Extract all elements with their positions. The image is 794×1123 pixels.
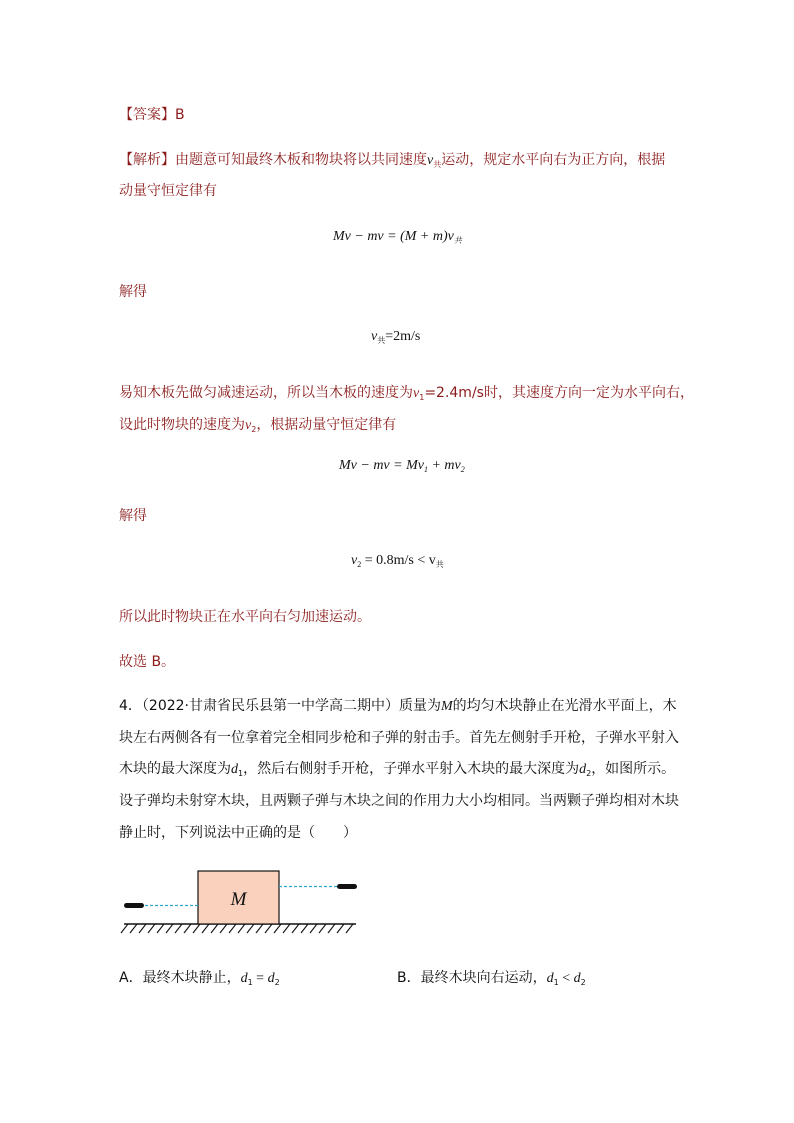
left-bullet bbox=[124, 903, 144, 908]
para2-text-b: 时，其速度方向一定为水平向右， bbox=[483, 385, 694, 401]
equation-2-rhs: =2m/s bbox=[385, 329, 421, 344]
q4-mass-symbol: M bbox=[441, 699, 453, 714]
option-a-d2-sub: 2 bbox=[274, 978, 280, 987]
para2-text-d: ，根据动量守恒定律有 bbox=[256, 417, 397, 433]
q4-line-4: 设子弹均未射穿木块，且两颗子弹与木块之间的作用力大小均相同。当两颗子弹均相对木块 bbox=[119, 793, 679, 809]
q4-line-2: 块左右两侧各有一位拿着完全相同步枪和子弹的射击手。首先左侧射手开枪，子弹水平射入 bbox=[119, 730, 679, 746]
equation-4-mid: = 0.8m/s < v bbox=[361, 553, 436, 568]
q4-prefix: 4．（2022·甘肃省民乐县第一中学高二期中）质量为 bbox=[119, 698, 441, 714]
solve-label-1: 解得 bbox=[119, 284, 147, 300]
analysis-text-2: 运动，规定水平向右为正方向，根据 bbox=[441, 152, 666, 168]
q4-line-3 bbox=[119, 758, 675, 778]
option-b[interactable] bbox=[397, 967, 586, 987]
option-b-d2: d bbox=[573, 971, 581, 986]
q4-line3-b: ，然后右侧射手开枪，子弹水平射入木块的最大深度为 bbox=[243, 761, 580, 777]
equation-4-sub2: 共 bbox=[435, 560, 444, 569]
v1-sub: 1 bbox=[419, 393, 425, 402]
v2-sub: 2 bbox=[251, 425, 257, 434]
para2-line-2 bbox=[119, 414, 396, 434]
analysis-text: 由题意可知最终木板和物块将以共同速度 bbox=[175, 152, 427, 168]
equation-1 bbox=[333, 229, 462, 246]
equation-2-sub: 共 bbox=[377, 336, 386, 345]
para2-line-1 bbox=[119, 382, 694, 402]
q4-d2: d bbox=[579, 762, 587, 777]
equation-3-text: Mv − mv = Mv bbox=[339, 458, 424, 473]
equation-3-sub1: 1 bbox=[423, 465, 428, 474]
analysis-line-1 bbox=[119, 149, 665, 170]
equation-4-v: v bbox=[351, 553, 358, 568]
v1-value: =2.4m/s bbox=[424, 385, 484, 401]
para2-text-a: 易知木板先做匀减速运动，所以当木板的速度为 bbox=[119, 385, 413, 401]
option-a-text: A．最终木块静止， bbox=[119, 970, 241, 986]
v-symbol: v bbox=[427, 153, 434, 168]
option-b-text: B．最终木块向右运动， bbox=[397, 970, 547, 986]
equation-3 bbox=[339, 458, 465, 474]
equation-1-text: Mv − mv = (M + m)v bbox=[333, 229, 454, 244]
option-b-d1-sub: 1 bbox=[553, 978, 559, 987]
v-sub: 共 bbox=[433, 160, 442, 169]
analysis-tag: 【解析】 bbox=[119, 152, 175, 168]
analysis-line-2: 动量守恒定律有 bbox=[119, 183, 217, 199]
equation-3-sub2: 2 bbox=[460, 465, 465, 474]
conclusion: 所以此时物块正在水平向右匀加速运动。 bbox=[119, 609, 371, 625]
equation-2-v: v bbox=[371, 329, 378, 344]
q4-d2-sub: 2 bbox=[586, 769, 592, 778]
equation-2 bbox=[371, 329, 420, 346]
block-bullet-figure bbox=[118, 866, 363, 940]
right-bullet bbox=[337, 884, 357, 889]
ground-hatching bbox=[121, 924, 353, 933]
q4-line-1 bbox=[119, 695, 677, 715]
option-b-operator: < bbox=[558, 971, 574, 986]
para2-text-c: 设此时物块的速度为 bbox=[119, 417, 245, 433]
block-label: M bbox=[230, 889, 247, 910]
answer-value: B bbox=[175, 107, 185, 123]
q4-d1: d bbox=[231, 762, 238, 777]
q4-line1-b: 的均匀木块静止在光滑水平面上，木 bbox=[452, 698, 677, 714]
option-a-operator: = bbox=[252, 971, 268, 986]
solve-label-2: 解得 bbox=[119, 508, 147, 524]
option-b-d2-sub: 2 bbox=[580, 978, 586, 987]
equation-1-sub: 共 bbox=[453, 236, 462, 245]
q4-line-5: 静止时，下列说法中正确的是（ ） bbox=[119, 825, 357, 841]
q4-d1-sub: 1 bbox=[238, 769, 244, 778]
v1-symbol: v bbox=[413, 386, 420, 401]
v2-symbol: v bbox=[245, 418, 252, 433]
q4-line3-c: ，如图所示。 bbox=[591, 761, 676, 777]
equation-4 bbox=[351, 553, 444, 570]
q4-line3-a: 木块的最大深度为 bbox=[119, 761, 231, 777]
option-b-d1: d bbox=[546, 971, 554, 986]
equation-4-sub: 2 bbox=[357, 560, 362, 569]
option-a-d1: d bbox=[240, 971, 248, 986]
equation-3-mid: + mv bbox=[427, 458, 461, 473]
answer-line bbox=[119, 104, 185, 124]
choose-answer: 故选 B。 bbox=[119, 654, 176, 670]
option-a[interactable] bbox=[119, 967, 280, 987]
option-a-d1-sub: 1 bbox=[247, 978, 253, 987]
answer-tag: 【答案】 bbox=[119, 107, 175, 123]
option-a-d2: d bbox=[267, 971, 275, 986]
